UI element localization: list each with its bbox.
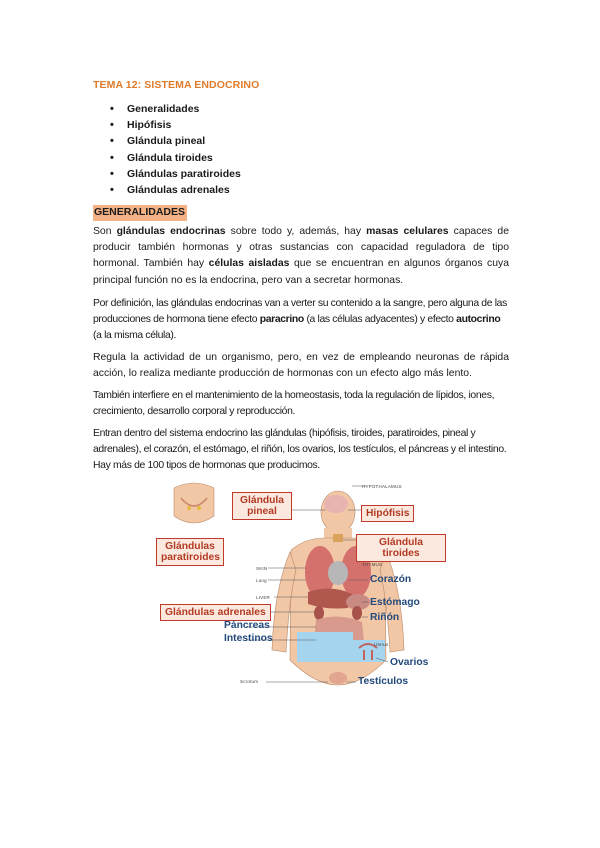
label-rinon: Riñón <box>370 612 400 623</box>
topics-list <box>110 101 241 198</box>
topic-item: • Hipófisis <box>110 117 241 133</box>
topic-item: • Glándula pineal <box>110 133 241 149</box>
small-label-liver: LIVER <box>256 595 271 600</box>
topic-item: • Glándula tiroides <box>110 150 241 166</box>
document-title: TEMA 12: SISTEMA ENDOCRINO <box>93 79 260 91</box>
label-glandulas-paratiroides: Glándulas paratiroides <box>156 538 224 566</box>
label-pancreas: Páncreas <box>224 620 270 631</box>
small-label-thymus: THYMUS <box>362 562 383 567</box>
topic-item: • Generalidades <box>110 101 241 117</box>
neck-inset <box>174 483 214 523</box>
label-glandula-pineal: Glándula pineal <box>232 492 292 520</box>
paragraph-2: Por definición, las glándulas endocrinas van a verter su contenido a la sangre, pero alguna de las producciones de hormona tiene efecto paracrino (a las células adyacentes) y efecto autocrino (a la misma célula). <box>93 298 507 342</box>
label-estomago: Estómago <box>370 597 420 608</box>
paragraph-1: Son glándulas endocrinas sobre todo y, además, hay masas celulares capaces de producir también hormonas y otras sustancias con capacidad reguladora de tipo hormonal. También hay células aisladas que se encuentran en algunos órganos cuya principal función no es la endocrina, pero van a secretar hormonas. <box>93 226 509 286</box>
small-label-skin: SKIN <box>256 566 268 571</box>
section-heading: GENERALIDADES <box>93 205 187 221</box>
label-glandula-tiroides: Glándula tiroides <box>356 534 446 562</box>
label-intestinos: Intestinos <box>224 633 273 644</box>
small-label-lung: Lung <box>256 578 267 583</box>
topic-item: • Glándulas paratiroides <box>110 166 241 182</box>
label-ovarios: Ovarios <box>390 657 429 668</box>
paragraph-5: Entran dentro del sistema endocrino las glándulas (hipófisis, tiroides, paratiroides, pineal y adrenales), el corazón, el estómago, el riñón, los ovarios, los testículos, el páncreas y el intestino. Hay más de 100 tipos de hormonas que producimos. <box>93 428 507 472</box>
paragraph-3: Regula la actividad de un organismo, pero, en vez de empleando neuronas de rápida acción, lo realiza mediante producción de hormonas con un efecto algo más lento. <box>93 352 509 380</box>
label-corazon: Corazón <box>370 574 412 585</box>
topic-item: • Glándulas adrenales <box>110 182 241 198</box>
small-label-scrotum: Scrotum <box>240 679 259 684</box>
paragraph-4: También interfiere en el mantenimiento de la homeostasis, toda la regulación de lípidos, iones, crecimiento, desarrollo corporal y reproducción. <box>93 390 495 418</box>
small-label-uterus: Uterus <box>374 642 389 647</box>
small-label-hypothalamus: HYPOTHALAMUS <box>362 484 402 489</box>
label-testiculos: Testículos <box>358 676 409 687</box>
label-hipofisis: Hipófisis <box>361 505 414 522</box>
label-glandulas-adrenales: Glándulas adrenales <box>160 604 271 621</box>
endocrine-illustration <box>156 480 446 695</box>
